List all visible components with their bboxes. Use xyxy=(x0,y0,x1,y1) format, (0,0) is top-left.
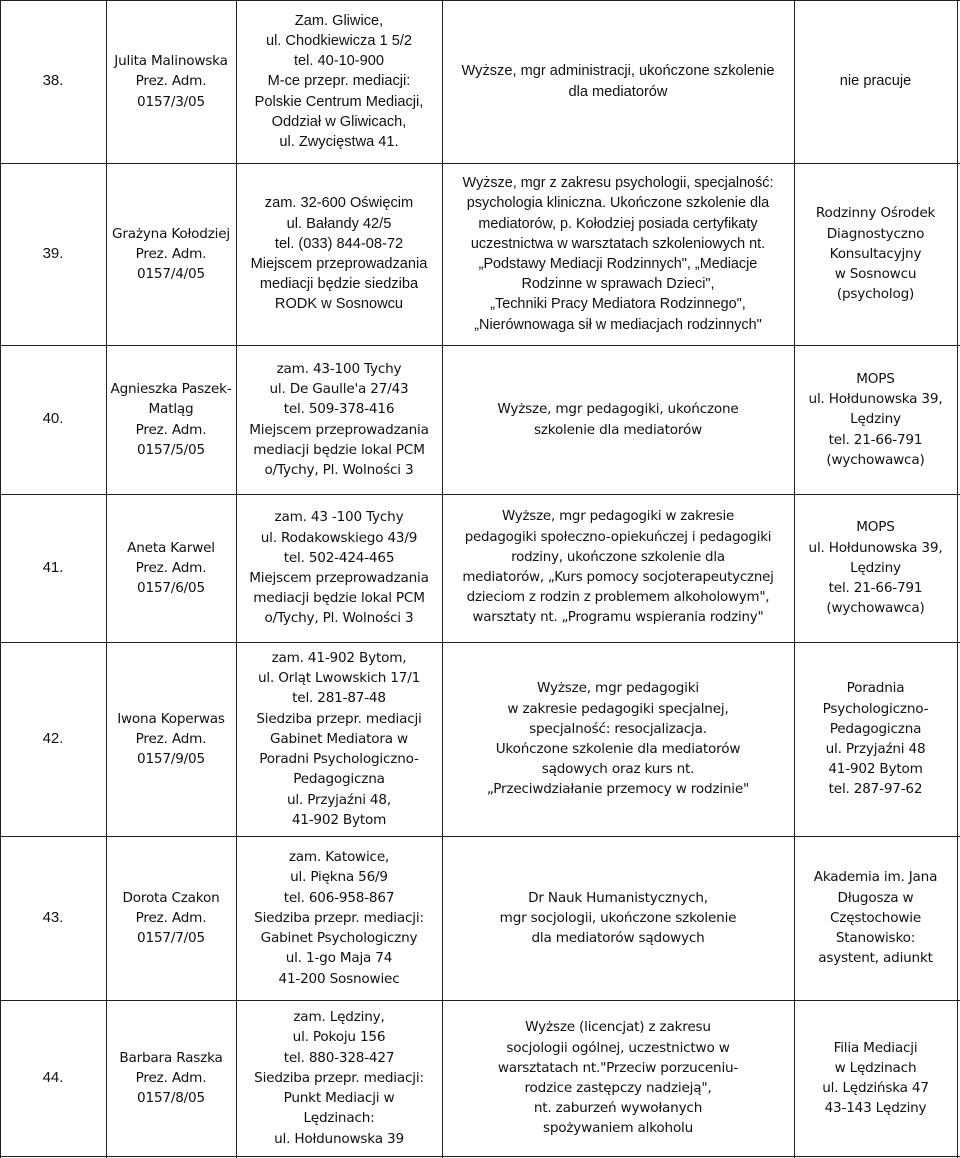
row-number xyxy=(0,1000,106,1156)
row-number xyxy=(0,163,106,345)
education-text: Wyższe (licencjat) z zakresu socjologii ogólnej, uczestnictwo w warsztatach nt."Przeciw porzuceniu- rodzice zastępczy nadzieją", nt. zaburzeń wywołanych spożywaniem alkoholu xyxy=(497,1019,739,1137)
address-text: zam. Katowice, ul. Piękna 56/9 tel. 606-958-867 Siedziba przepr. mediacji: Gabinet Psychologiczny ul. 1-go Maja 74 41-200 Sosnowiec xyxy=(254,849,424,987)
workplace-text: MOPS ul. Hołdunowska 39, Lędziny tel. 21-66-791 (wychowawca) xyxy=(808,519,943,617)
education-cell xyxy=(442,642,794,836)
row-number xyxy=(0,494,106,642)
address-text: zam. 41-902 Bytom, ul. Orląt Lwowskich 17/1 tel. 281-87-48 Siedziba przepr. mediacji Gabinet Mediatora w Poradni Psychologiczno- Pedagogiczna ul. Przyjaźni 48, 41-902 Bytom xyxy=(256,650,422,828)
education-cell xyxy=(442,494,794,642)
column-divider xyxy=(957,0,958,1158)
education-cell xyxy=(442,836,794,1000)
address-cell xyxy=(236,642,442,836)
education-cell xyxy=(442,163,794,345)
address-text: Zam. Gliwice, ul. Chodkiewicza 1 5/2 tel. 40-10-900 M-ce przepr. mediacji: Polskie Centrum Mediacji, Oddział w Gliwicach, ul. Zwycięstwa 41. xyxy=(254,12,424,150)
education-cell xyxy=(442,345,794,494)
row-number-text: 39. xyxy=(42,244,64,262)
education-text: Wyższe, mgr pedagogiki w zakresie pedagogiki specjalnej, specjalność: resocjalizacja. Ukończone szkolenie dla mediatorów sądowych oraz kurs nt. „Przeciwdziałanie przemocy w rodzinie" xyxy=(486,680,750,798)
address-text: zam. Lędziny, ul. Pokoju 156 tel. 880-328-427 Siedziba przepr. mediacji: Punkt Mediacji w Lędzinach: ul. Hołdunowska 39 xyxy=(254,1009,424,1147)
address-cell xyxy=(236,345,442,494)
row-number-text: 43. xyxy=(42,908,64,926)
mediator-name-text: Grażyna Kołodziej Prez. Adm. 0157/4/05 xyxy=(112,225,230,283)
workplace-cell xyxy=(794,494,957,642)
education-cell xyxy=(442,1000,794,1156)
workplace-text: Akademia im. Jana Długosza w Częstochowie Stanowisko: asystent, adiunkt xyxy=(813,869,938,967)
row-number-text: 40. xyxy=(42,410,64,428)
row-number-text: 44. xyxy=(42,1068,64,1086)
workplace-cell xyxy=(794,642,957,836)
workplace-cell xyxy=(794,345,957,494)
address-text: zam. 32-600 Oświęcim ul. Bałandy 42/5 tel. (033) 844-08-72 Miejscem przeprowadzania mediacji będzie siedziba RODK w Sosnowcu xyxy=(250,195,428,313)
mediator-name-text: Agnieszka Paszek- Matląg Prez. Adm. 0157/5/05 xyxy=(110,381,232,458)
row-number xyxy=(0,836,106,1000)
workplace-text: nie pracuje xyxy=(839,73,912,90)
workplace-cell xyxy=(794,0,957,163)
mediator-name xyxy=(106,0,236,163)
row-number-text: 41. xyxy=(42,558,64,576)
row-number xyxy=(0,345,106,494)
education-text: Wyższe, mgr z zakresu psychologii, specjalność: psychologia kliniczna. Ukończone szkolenie dla mediatorów, p. Kołodziej posiada certyfikaty uczestnictwa w warsztatach szkoleniowych nt. „Podstawy Mediacji Rodzinnych", „Mediacje Rodzinne w sprawach Dzieci", „Techniki Pracy Mediatora Rodzinnego", „Nierównowaga sił w mediacjach rodzinnych" xyxy=(462,175,774,333)
address-text: zam. 43-100 Tychy ul. De Gaulle'a 27/43 tel. 509-378-416 Miejscem przeprowadzania mediacji będzie lokal PCM o/Tychy, Pl. Wolności 3 xyxy=(249,360,429,478)
workplace-text: Rodzinny Ośrodek Diagnostyczno Konsultacyjny w Sosnowcu (psycholog) xyxy=(815,205,936,303)
mediator-name xyxy=(106,836,236,1000)
mediator-name xyxy=(106,163,236,345)
mediator-name-text: Aneta Karwel Prez. Adm. 0157/6/05 xyxy=(127,539,215,597)
row-number xyxy=(0,0,106,163)
education-text: Dr Nauk Humanistycznych, mgr socjologii, ukończone szkolenie dla mediatorów sądowych xyxy=(499,889,737,947)
education-text: Wyższe, mgr pedagogiki, ukończone szkolenie dla mediatorów xyxy=(497,401,739,438)
row-number-text: 38. xyxy=(42,72,64,90)
education-cell xyxy=(442,0,794,163)
mediator-name xyxy=(106,345,236,494)
education-text: Wyższe, mgr administracji, ukończone szkolenie dla mediatorów xyxy=(461,63,775,100)
mediator-name-text: Iwona Koperwas Prez. Adm. 0157/9/05 xyxy=(117,710,225,768)
address-cell xyxy=(236,163,442,345)
address-cell xyxy=(236,1000,442,1156)
mediator-name xyxy=(106,494,236,642)
row-number-text: 42. xyxy=(42,729,64,747)
address-text: zam. 43 -100 Tychy ul. Rodakowskiego 43/9 tel. 502-424-465 Miejscem przeprowadzania mediacji będzie lokal PCM o/Tychy, Pl. Wolności 3 xyxy=(249,509,429,627)
mediator-name xyxy=(106,642,236,836)
workplace-cell xyxy=(794,163,957,345)
workplace-text: Poradnia Psychologiczno- Pedagogiczna ul. Przyjaźni 48 41-902 Bytom tel. 287-97-62 xyxy=(822,680,929,798)
address-cell xyxy=(236,836,442,1000)
workplace-cell xyxy=(794,836,957,1000)
mediator-name-text: Dorota Czakon Prez. Adm. 0157/7/05 xyxy=(122,889,220,947)
address-cell xyxy=(236,494,442,642)
workplace-cell xyxy=(794,1000,957,1156)
row-number xyxy=(0,642,106,836)
address-cell xyxy=(236,0,442,163)
education-text: Wyższe, mgr pedagogiki w zakresie pedagogiki społeczno-opiekuńczej i pedagogiki rodziny, ukończone szkolenie dla mediatorów, „Kurs pomocy socjoterapeutycznej dzieciom z rodzin z problemem alkoholowym", warsztaty nt. „Programu wspierania rodziny" xyxy=(462,509,774,626)
mediator-name-text: Julita Malinowska Prez. Adm. 0157/3/05 xyxy=(114,53,228,110)
mediator-name-text: Barbara Raszka Prez. Adm. 0157/8/05 xyxy=(119,1049,223,1107)
row-divider xyxy=(0,1156,960,1157)
workplace-text: MOPS ul. Hołdunowska 39, Lędziny tel. 21-66-791 (wychowawca) xyxy=(808,370,943,468)
mediator-name xyxy=(106,1000,236,1156)
workplace-text: Filia Mediacji w Lędzinach ul. Lędzińska 47 43-143 Lędziny xyxy=(822,1039,929,1117)
